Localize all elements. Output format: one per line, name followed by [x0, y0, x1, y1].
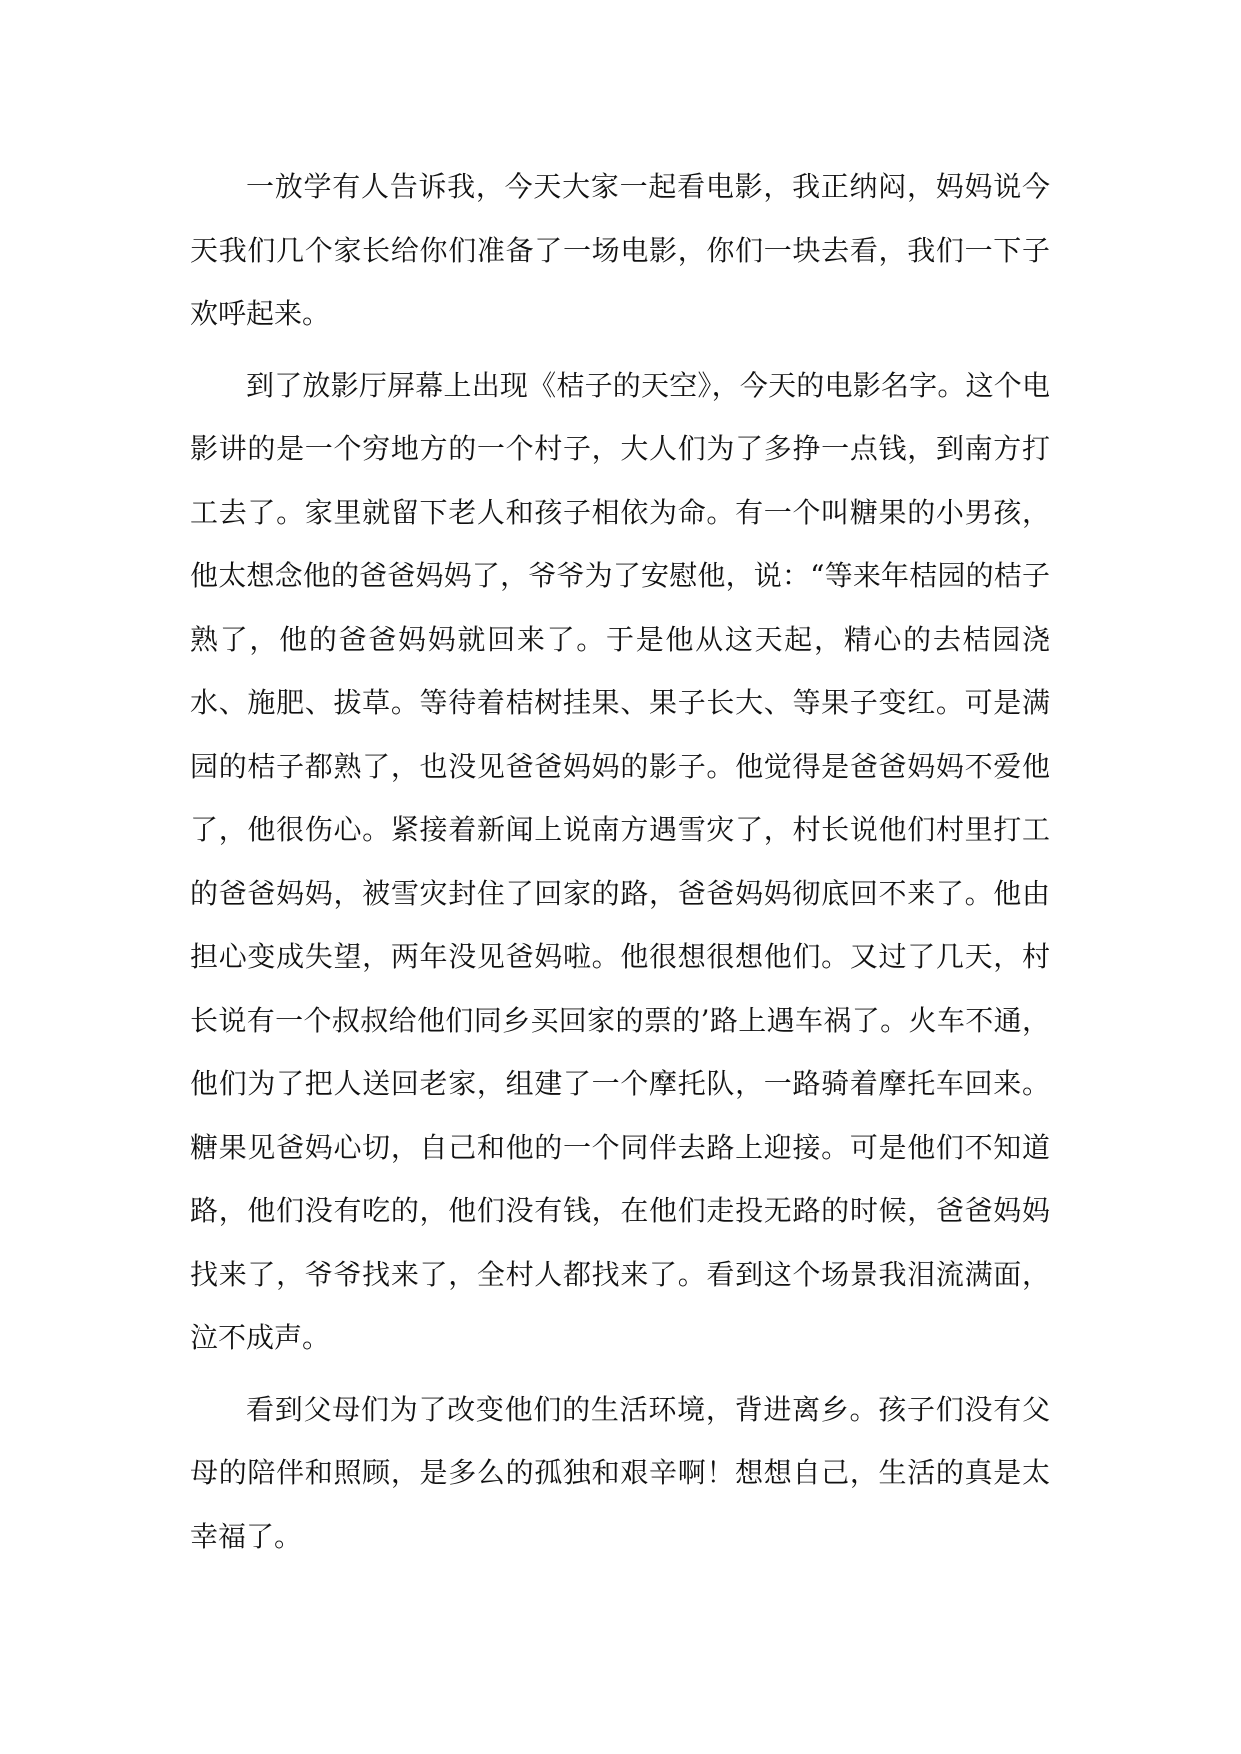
- paragraph-1: 一放学有人告诉我，今天大家一起看电影，我正纳闷，妈妈说今天我们几个家长给你们准备了一场电影，你们一块去看，我们一下子欢呼起来。: [190, 170, 1050, 330]
- paragraph-2: 到了放影厅屏幕上出现《桔子的天空》，今天的电影名字。这个电影讲的是一个穷地方的一个村子，大人们为了多挣一点钱，到南方打工去了。家里就留下老人和孩子相依为命。有一个叫糖果的小男孩，他太想念他的爸爸妈妈了，爷爷为了安慰他，说：“等来年桔园的桔子熟了，他的爸爸妈妈就回来了。于是他从这天起，精心的去桔园浇水、施肥、拔草。等待着桔树挂果、果子长大、等果子变红。可是满园的桔子都熟了，也没见爸爸妈妈的影子。他觉得是爸爸妈妈不爱他了，他很伤心。紧接着新闻上说南方遇雪灾了，村长说他们村里打工的爸爸妈妈，被雪灾封住了回家的路，爸爸妈妈彻底回不来了。他由担心变成失望，两年没见爸妈啦。他很想很想他们。又过了几天，村长说有一个叔叔给他们同乡买回家的票的’路上遇车祸了。火车不通，他们为了把人送回老家，组建了一个摩托队，一路骑着摩托车回来。糖果见爸妈心切，自己和他的一个同伴去路上迎接。可是他们不知道路，他们没有吃的，他们没有钱，在他们走投无路的时候，爸爸妈妈找来了，爷爷找来了，全村人都找来了。看到这个场景我泪流满面，泣不成声。: [190, 368, 1050, 1354]
- paragraph-3: 看到父母们为了改变他们的生活环境，背进离乡。孩子们没有父母的陪伴和照顾，是多么的孤独和艰辛啊！想想自己，生活的真是太幸福了。: [190, 1392, 1050, 1553]
- document-body: [190, 155, 1050, 1576]
